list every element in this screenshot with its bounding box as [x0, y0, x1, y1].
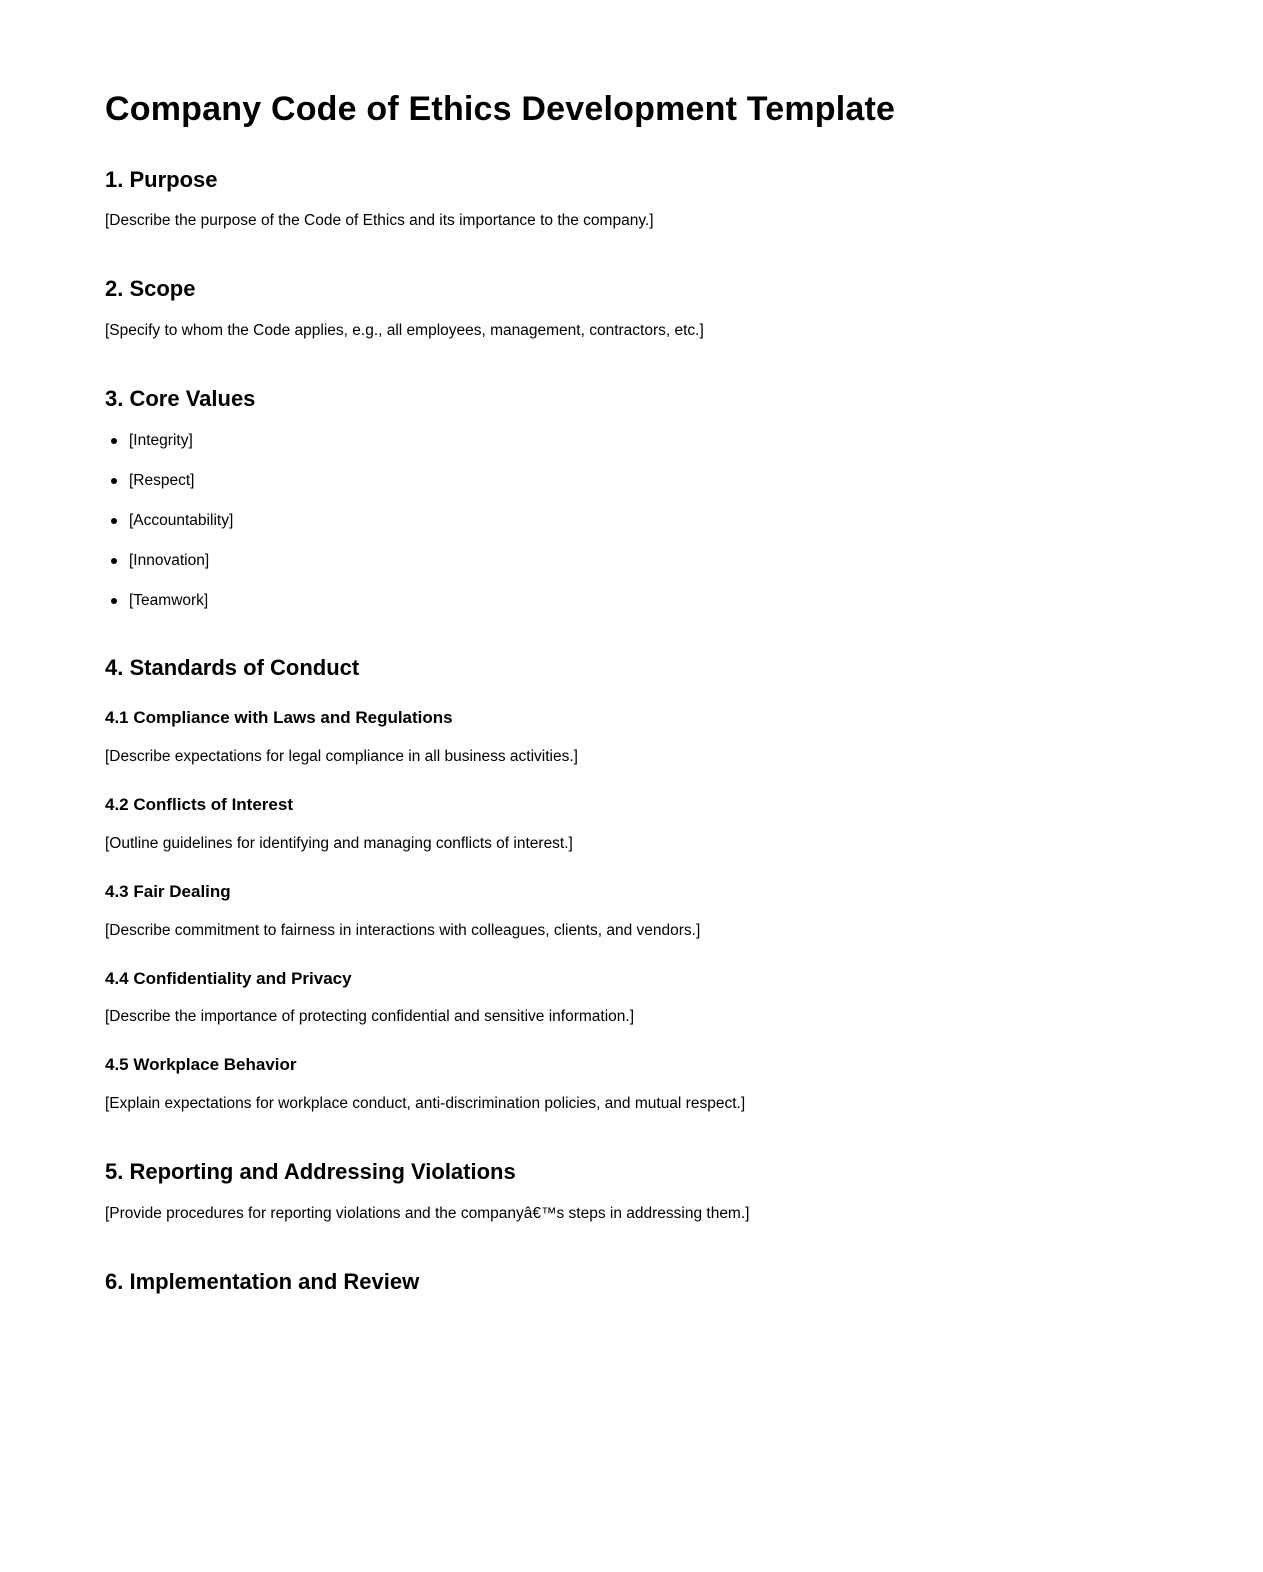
subsection-body-fair-dealing: [Describe commitment to fairness in interactions with colleagues, clients, and vendors.]: [105, 922, 701, 939]
section-body-reporting: [Provide procedures for reporting violations and the companyâ€™s steps in addressing them.]: [105, 1205, 750, 1222]
section-heading-purpose: 1. Purpose: [105, 167, 218, 192]
section-body-scope: [Specify to whom the Code applies, e.g., all employees, management, contractors, etc.]: [105, 322, 704, 339]
bullet-icon: [111, 558, 117, 564]
subsection-body-workplace-behavior: [Explain expectations for workplace conduct, anti-discrimination policies, and mutual respect.]: [105, 1095, 746, 1112]
page-title: Company Code of Ethics Development Template: [105, 90, 896, 128]
subsection-heading-confidentiality: 4.4 Confidentiality and Privacy: [105, 969, 352, 988]
list-item-label: [Integrity]: [129, 432, 193, 449]
bullet-icon: [111, 598, 117, 604]
subsection-heading-workplace-behavior: 4.5 Workplace Behavior: [105, 1055, 297, 1074]
list-item: [105, 431, 233, 471]
list-item: [105, 471, 233, 511]
list-item: [105, 551, 233, 591]
section-body-purpose: [Describe the purpose of the Code of Ethics and its importance to the company.]: [105, 212, 654, 229]
list-item: [105, 511, 233, 551]
subsection-body-compliance: [Describe expectations for legal compliance in all business activities.]: [105, 748, 578, 765]
section-heading-scope: 2. Scope: [105, 276, 196, 301]
bullet-icon: [111, 478, 117, 484]
section-heading-core-values: 3. Core Values: [105, 386, 256, 411]
list-item: [105, 591, 233, 631]
subsection-heading-compliance: 4.1 Compliance with Laws and Regulations: [105, 708, 453, 727]
section-heading-standards-of-conduct: 4. Standards of Conduct: [105, 655, 360, 680]
list-item-label: [Teamwork]: [129, 592, 209, 609]
core-values-list: [105, 431, 233, 631]
section-heading-reporting: 5. Reporting and Addressing Violations: [105, 1159, 516, 1184]
subsection-heading-conflicts: 4.2 Conflicts of Interest: [105, 795, 293, 814]
subsection-heading-fair-dealing: 4.3 Fair Dealing: [105, 882, 231, 901]
list-item-label: [Accountability]: [129, 512, 234, 529]
bullet-icon: [111, 518, 117, 524]
list-item-label: [Respect]: [129, 472, 195, 489]
subsection-body-confidentiality: [Describe the importance of protecting confidential and sensitive information.]: [105, 1008, 635, 1025]
subsection-body-conflicts: [Outline guidelines for identifying and managing conflicts of interest.]: [105, 835, 573, 852]
bullet-icon: [111, 438, 117, 444]
section-heading-implementation: 6. Implementation and Review: [105, 1269, 420, 1294]
list-item-label: [Innovation]: [129, 552, 210, 569]
